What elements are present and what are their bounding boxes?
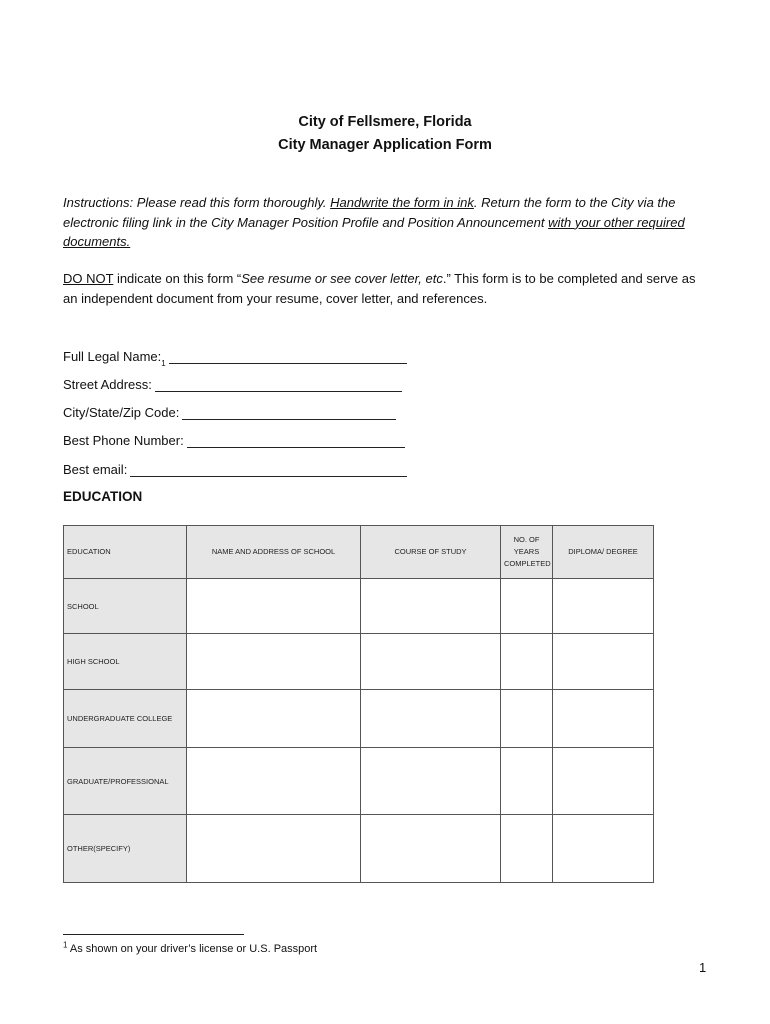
degree-cell[interactable] <box>553 579 654 634</box>
form-title-city: City of Fellsmere, Florida <box>298 114 472 130</box>
email-field <box>63 459 407 477</box>
education-table <box>63 525 654 883</box>
school-name-cell[interactable] <box>187 815 361 883</box>
notice-example: See resume or see cover letter, etc <box>241 271 443 286</box>
phone-label: Best Phone Number: <box>63 433 184 448</box>
course-cell[interactable] <box>361 690 501 748</box>
street-address-label: Street Address: <box>63 377 152 392</box>
education-heading: EDUCATION <box>63 489 143 504</box>
notice-text: indicate on this form “ <box>113 271 242 286</box>
school-name-cell[interactable] <box>187 579 361 634</box>
phone-field <box>63 430 405 448</box>
column-header: EDUCATION <box>64 526 187 579</box>
column-header: COURSE OF STUDY <box>361 526 501 579</box>
footnote-divider <box>63 934 244 935</box>
table-row <box>64 815 654 883</box>
table-row <box>64 634 654 690</box>
table-row <box>64 690 654 748</box>
instructions-text: Instructions: Please read this form thoroughly. <box>63 195 331 210</box>
row-label: UNDERGRADUATE COLLEGE <box>64 690 187 748</box>
column-header: NAME AND ADDRESS OF SCHOOL <box>187 526 361 579</box>
degree-cell[interactable] <box>553 815 654 883</box>
page-number: 1 <box>699 960 707 975</box>
column-header: DIPLOMA/ DEGREE <box>553 526 654 579</box>
course-cell[interactable] <box>361 579 501 634</box>
column-header: NO. OF YEARS COMPLETED <box>501 526 553 579</box>
years-cell[interactable] <box>501 634 553 690</box>
form-title: City Manager Application Form <box>278 137 492 153</box>
city-state-zip-field <box>63 402 396 420</box>
course-cell[interactable] <box>361 815 501 883</box>
years-cell[interactable] <box>501 748 553 815</box>
table-row <box>64 748 654 815</box>
city-state-zip-label: City/State/Zip Code: <box>63 405 180 420</box>
degree-cell[interactable] <box>553 690 654 748</box>
years-cell[interactable] <box>501 690 553 748</box>
full-name-label: Full Legal Name: <box>63 349 162 364</box>
email-input-line[interactable] <box>130 462 407 477</box>
instructions-documents-note: with your other required documents. <box>63 214 685 249</box>
instructions-paragraph <box>63 193 713 252</box>
years-cell[interactable] <box>501 579 553 634</box>
full-name-field: Full Legal Name: 1 <box>63 346 407 364</box>
degree-cell[interactable] <box>553 748 654 815</box>
email-label: Best email: <box>63 462 128 477</box>
street-address-input-line[interactable] <box>155 377 402 392</box>
footnote-number: 1 <box>63 940 68 950</box>
footnote <box>63 940 318 955</box>
full-name-input-line[interactable] <box>169 349 407 364</box>
row-label: HIGH SCHOOL <box>64 634 187 690</box>
street-address-field <box>63 374 402 392</box>
school-name-cell[interactable] <box>187 634 361 690</box>
table-row <box>64 579 654 634</box>
instructions-ink-note: Handwrite the form in ink <box>330 195 474 210</box>
course-cell[interactable] <box>361 634 501 690</box>
footnote-text: As shown on your driver’s license or U.S. Passport <box>67 943 318 955</box>
city-state-zip-input-line[interactable] <box>182 405 396 420</box>
years-cell[interactable] <box>501 815 553 883</box>
degree-cell[interactable] <box>553 634 654 690</box>
education-header-row <box>64 526 654 579</box>
row-label: SCHOOL <box>64 579 187 634</box>
notice-do-not: DO NOT <box>63 271 114 286</box>
phone-input-line[interactable] <box>187 433 405 448</box>
notice-text-2: .” This form is to be completed and serve as an independent document from your resume, cover letter, and references. <box>63 271 696 306</box>
notice-paragraph <box>63 269 713 308</box>
row-label: OTHER(SPECIFY) <box>64 815 187 883</box>
course-cell[interactable] <box>361 748 501 815</box>
school-name-cell[interactable] <box>187 748 361 815</box>
instructions-text-2: . Return the form to the City via the electronic filing link in the City Manager Position Profile and Position Announcement <box>63 195 676 230</box>
row-label: GRADUATE/PROFESSIONAL <box>64 748 187 815</box>
school-name-cell[interactable] <box>187 690 361 748</box>
